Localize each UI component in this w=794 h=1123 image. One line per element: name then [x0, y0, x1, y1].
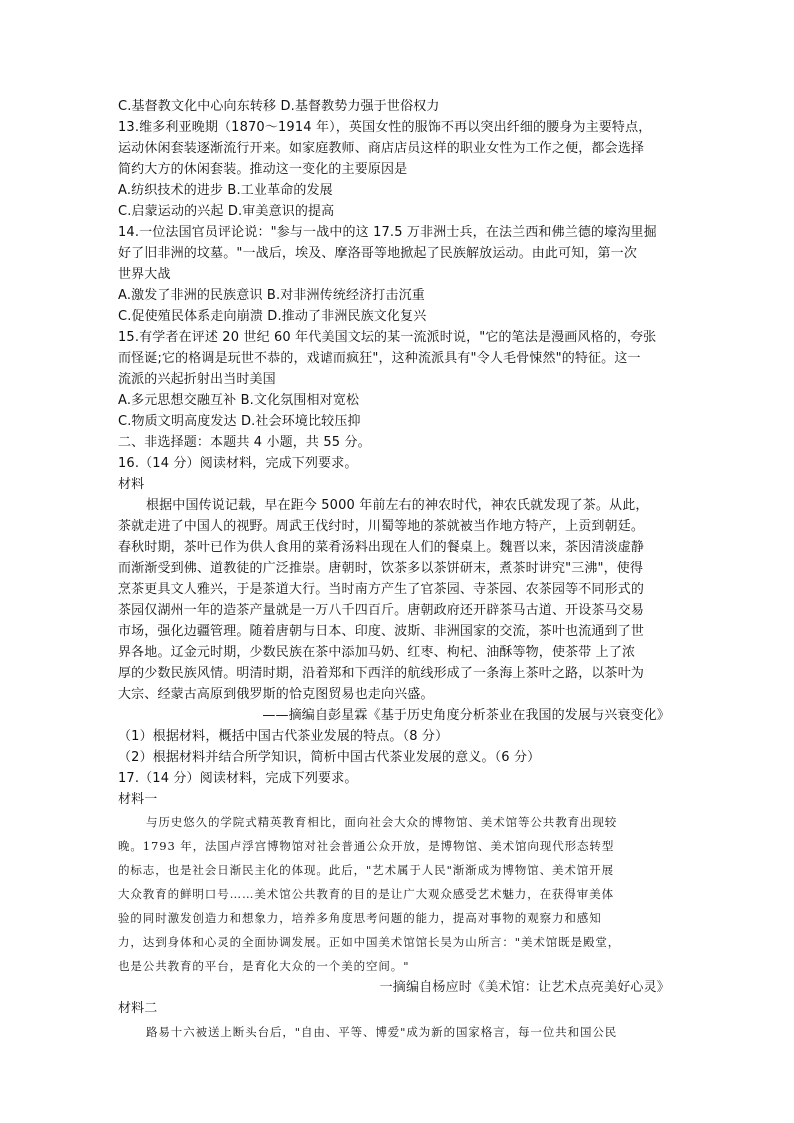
- material-one-paragraph: 力，达到身体和心灵的全面协调发展。正如中国美术馆馆长吴为山所言："美术馆既是殿堂，: [118, 935, 621, 949]
- source-citation: ——摘编自彭星霖《基于历史角度分析茶业在我国的发展与兴衰变化》: [262, 708, 670, 723]
- question-14-stem: 14.一位法国官员评论说："参与一战中的这 17.5 万非洲士兵，在法兰西和佛兰德的壕沟里掘: [118, 225, 657, 240]
- question-17-title: 17.（14 分）阅读材料，完成下列要求。: [118, 771, 358, 786]
- material-paragraph: 而渐渐受到佛、道教徒的广泛推崇。唐朝时，饮茶多以茶饼研末，煮茶时讲究"三沸"，使得: [118, 561, 644, 576]
- question-14-stem: 世界大战: [118, 267, 171, 282]
- material-paragraph: 界各地。辽金元时期，少数民族在茶中添加马奶、红枣、枸杞、油酥等物，使茶带 上了浓: [118, 645, 636, 660]
- material-two-paragraph: 路易十六被送上断头台后，"自由、平等、博爱"成为新的国家格言，每一位共和国公民: [146, 1025, 618, 1039]
- question-16-title: 16.（14 分）阅读材料，完成下列要求。: [118, 456, 358, 471]
- question-13-options-ab: A.纺织技术的进步 B.工业革命的发展: [118, 183, 333, 198]
- question-13-options-cd: C.启蒙运动的兴起 D.审美意识的提高: [118, 204, 335, 219]
- source-citation: 一摘编自杨应时《美术馆：让艺术点亮美好心灵》: [379, 980, 670, 995]
- material-one-paragraph: 验的同时激发创造力和想象力，培养多角度思考问题的能力，提高对事物的观察力和感知: [118, 911, 602, 925]
- question-15-stem: 15.有学者在评述 20 世纪 60 年代美国文坛的某一流派时说，"它的笔法是漫画风格的，夸张: [118, 330, 657, 345]
- section-heading: 二、非选择题：本题共 4 小题，共 55 分。: [118, 435, 371, 450]
- material-paragraph: 根据中国传说记载，早在距今 5000 年前左右的神农时代，神农氏就发现了茶。从此，: [146, 498, 649, 513]
- material-one-paragraph: 晚。1793 年，法国卢浮宫博物馆对社会普通公众开放，是博物馆、美术馆向现代形态转型: [118, 839, 615, 853]
- material-paragraph: 春秋时期，茶叶已作为供人食用的菜肴汤料出现在人们的餐桌上。魏晋以来，茶因清淡虚静: [118, 540, 645, 555]
- question-13-stem: 13.维多利亚晚期（1870～1914 年），英国女性的服饰不再以突出纤细的腰身为主要特点，: [118, 120, 652, 135]
- question-13-stem: 运动休闲套装逐渐流行开来。如家庭教师、商店店员这样的职业女性为工作之便，都会选择: [118, 141, 645, 156]
- question-15-options-ab: A.多元思想交融互补 B.文化氛围相对宽松: [118, 393, 360, 408]
- material-paragraph: 市场，强化边疆管理。随着唐朝与日本、印度、波斯、非洲国家的交流，茶叶也流通到了世: [118, 624, 645, 639]
- question-13-stem: 简约大方的休闲套装。推动这一变化的主要原因是: [118, 162, 408, 177]
- question-15-stem: 流派的兴起折射出当时美国: [118, 372, 276, 387]
- question-16-sub-2: （2）根据材料并结合所学知识，简析中国古代茶业发展的意义。（6 分）: [118, 750, 541, 765]
- material-one-label: 材料一: [118, 792, 158, 807]
- material-paragraph: 厚的少数民族风情。明清时期，沿着郑和下西洋的航线形成了一条海上茶叶之路，以茶叶为: [118, 666, 645, 681]
- material-one-paragraph: 大众教育的鲜明口号……美术馆公共教育的目的是让广大观众感受艺术魅力，在获得审美体: [118, 887, 614, 901]
- question-15-options-cd: C.物质文明高度发达 D.社会环境比较压抑: [118, 414, 361, 429]
- material-two-label: 材料二: [118, 1001, 158, 1016]
- material-one-paragraph: 也是公共教育的平台，是育化大众的一个美的空间。": [118, 959, 410, 973]
- question-15-stem: 而怪诞;它的格调是玩世不恭的，戏谑而疯狂"，这种流派具有"令人毛骨悚然"的特征。这一: [118, 351, 641, 366]
- material-one-paragraph: 的标志，也是社会日渐民主化的体现。此后，"艺术属于人民"渐渐成为博物馆、美术馆开展: [118, 863, 614, 877]
- material-paragraph: 茶园仅湖州一年的造茶产量就是一万八千四百斤。唐朝政府还开辟茶马古道、开设茶马交易: [118, 603, 645, 618]
- question-16-sub-1: （1）根据材料，概括中国古代茶业发展的特点。（8 分）: [118, 729, 449, 744]
- material-label: 材料: [118, 477, 145, 492]
- material-one-paragraph: 与历史悠久的学院式精英教育相比，面向社会大众的博物馆、美术馆等公共教育出现较: [146, 815, 618, 829]
- question-14-options-ab: A.激发了非洲的民族意识 B.对非洲传统经济打击沉重: [118, 288, 425, 303]
- question-14-stem: 好了旧非洲的坟墓。"一战后，埃及、摩洛哥等地掀起了民族解放运动。由此可知，第一次: [118, 246, 637, 261]
- material-paragraph: 烹茶更具文人雅兴，于是茶道大行。当时南方产生了官茶园、寺茶园、农茶园等不同形式的: [118, 582, 645, 597]
- material-paragraph: 大宗、经蒙古高原到俄罗斯的恰克图贸易也走向兴盛。: [118, 687, 434, 702]
- question-14-options-cd: C.促使殖民体系走向崩溃 D.推动了非洲民族文化复兴: [118, 309, 427, 324]
- material-paragraph: 茶就走进了中国人的视野。周武王伐纣时，川蜀等地的茶就被当作地方特产，上贡到朝廷。: [118, 519, 645, 534]
- option-line-12cd: C.基督教文化中心向东转移 D.基督教势力强于世俗权力: [118, 99, 440, 114]
